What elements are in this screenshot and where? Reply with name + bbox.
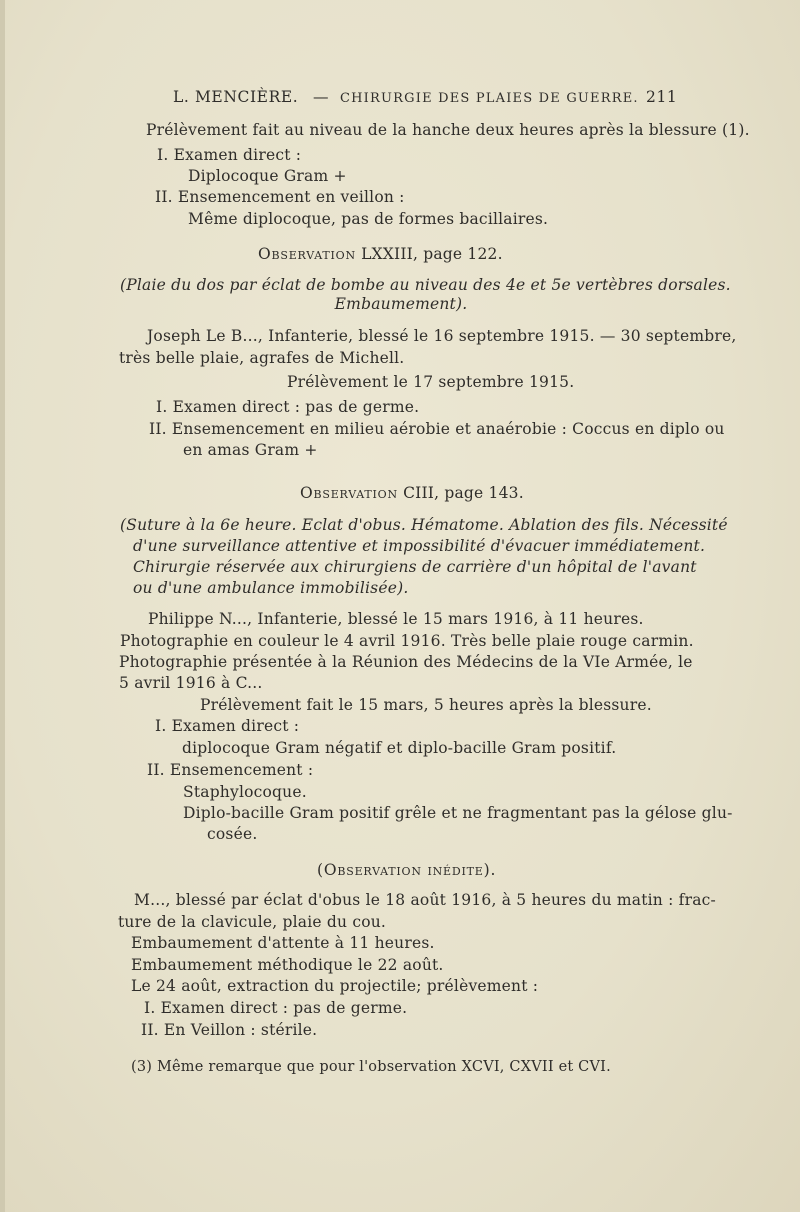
observation-text: Photographie en couleur le 4 avril 1916. Très belle plaie rouge carmin. bbox=[120, 632, 694, 650]
observation-text: II. Ensemencement : bbox=[147, 761, 314, 779]
observation-text: Embaumement d'attente à 11 heures. bbox=[131, 934, 435, 952]
observation-heading: (Observation inédite). bbox=[317, 861, 497, 879]
observation-text: II. En Veillon : stérile. bbox=[141, 1021, 318, 1039]
observation-subtitle: Chirurgie réservée aux chirurgiens de carrière d'un hôpital de l'avant bbox=[133, 558, 697, 576]
observation-text: très belle plaie, agrafes de Michell. bbox=[119, 349, 405, 367]
intro-line: Prélèvement fait au niveau de la hanche deux heures après la blessure (1). bbox=[146, 121, 750, 139]
observation-text: 5 avril 1916 à C... bbox=[119, 674, 263, 692]
observation-text: Diplo-bacille Gram positif grêle et ne fragmentant pas la gélose glu- bbox=[183, 804, 733, 822]
observation-subtitle: d'une surveillance attentive et impossibilité d'évacuer immédiatement. bbox=[133, 537, 706, 555]
observation-text: II. Ensemencement en milieu aérobie et anaérobie : Coccus en diplo ou bbox=[149, 420, 725, 438]
observation-text: Staphylocoque. bbox=[183, 783, 307, 801]
observation-text: Le 24 août, extraction du projectile; prélèvement : bbox=[131, 977, 539, 995]
running-header-author: L. MENCIÈRE. bbox=[173, 88, 299, 106]
intro-line: Diplocoque Gram + bbox=[188, 167, 347, 185]
intro-line: II. Ensemencement en veillon : bbox=[155, 188, 405, 206]
page-edge bbox=[0, 0, 5, 1212]
observation-text: I. Examen direct : pas de germe. bbox=[156, 398, 420, 416]
observation-text: I. Examen direct : bbox=[155, 717, 300, 735]
observation-text: I. Examen direct : pas de germe. bbox=[144, 999, 408, 1017]
running-header-title: CHIRURGIE DES PLAIES DE GUERRE. bbox=[340, 91, 639, 106]
observation-subtitle: ou d'une ambulance immobilisée). bbox=[133, 579, 409, 597]
observation-text: cosée. bbox=[207, 825, 258, 843]
observation-text: ture de la clavicule, plaie du cou. bbox=[118, 913, 387, 931]
observation-text: Joseph Le B..., Infanterie, blessé le 16 septembre 1915. — 30 septembre, bbox=[147, 327, 737, 345]
observation-subtitle: (Plaie du dos par éclat de bombe au niveau des 4e et 5e vertèbres dorsales. bbox=[120, 276, 731, 294]
observation-subtitle: (Suture à la 6e heure. Eclat d'obus. Hématome. Ablation des fils. Nécessité bbox=[120, 516, 728, 534]
observation-text: Prélèvement le 17 septembre 1915. bbox=[287, 373, 575, 391]
observation-subtitle: Embaumement). bbox=[334, 295, 468, 313]
observation-text: M..., blessé par éclat d'obus le 18 août 1916, à 5 heures du matin : frac- bbox=[134, 891, 716, 909]
observation-text: diplocoque Gram négatif et diplo-bacille Gram positif. bbox=[182, 739, 617, 757]
observation-heading: Observation LXXIII, page 122. bbox=[258, 245, 503, 263]
intro-line: Même diplocoque, pas de formes bacillaires. bbox=[188, 210, 549, 228]
observation-text: Photographie présentée à la Réunion des Médecins de la VIe Armée, le bbox=[119, 653, 693, 671]
footnote: (3) Même remarque que pour l'observation XCVI, CXVII et CVI. bbox=[131, 1059, 611, 1075]
observation-heading: Observation CIII, page 143. bbox=[300, 484, 524, 502]
running-header-dash: — bbox=[313, 88, 330, 106]
observation-text: Philippe N..., Infanterie, blessé le 15 mars 1916, à 11 heures. bbox=[148, 610, 644, 628]
page-number: 211 bbox=[646, 88, 678, 106]
observation-text: Prélèvement fait le 15 mars, 5 heures après la blessure. bbox=[200, 696, 652, 714]
observation-text: en amas Gram + bbox=[183, 441, 318, 459]
intro-line: I. Examen direct : bbox=[157, 146, 302, 164]
observation-text: Embaumement méthodique le 22 août. bbox=[131, 956, 444, 974]
